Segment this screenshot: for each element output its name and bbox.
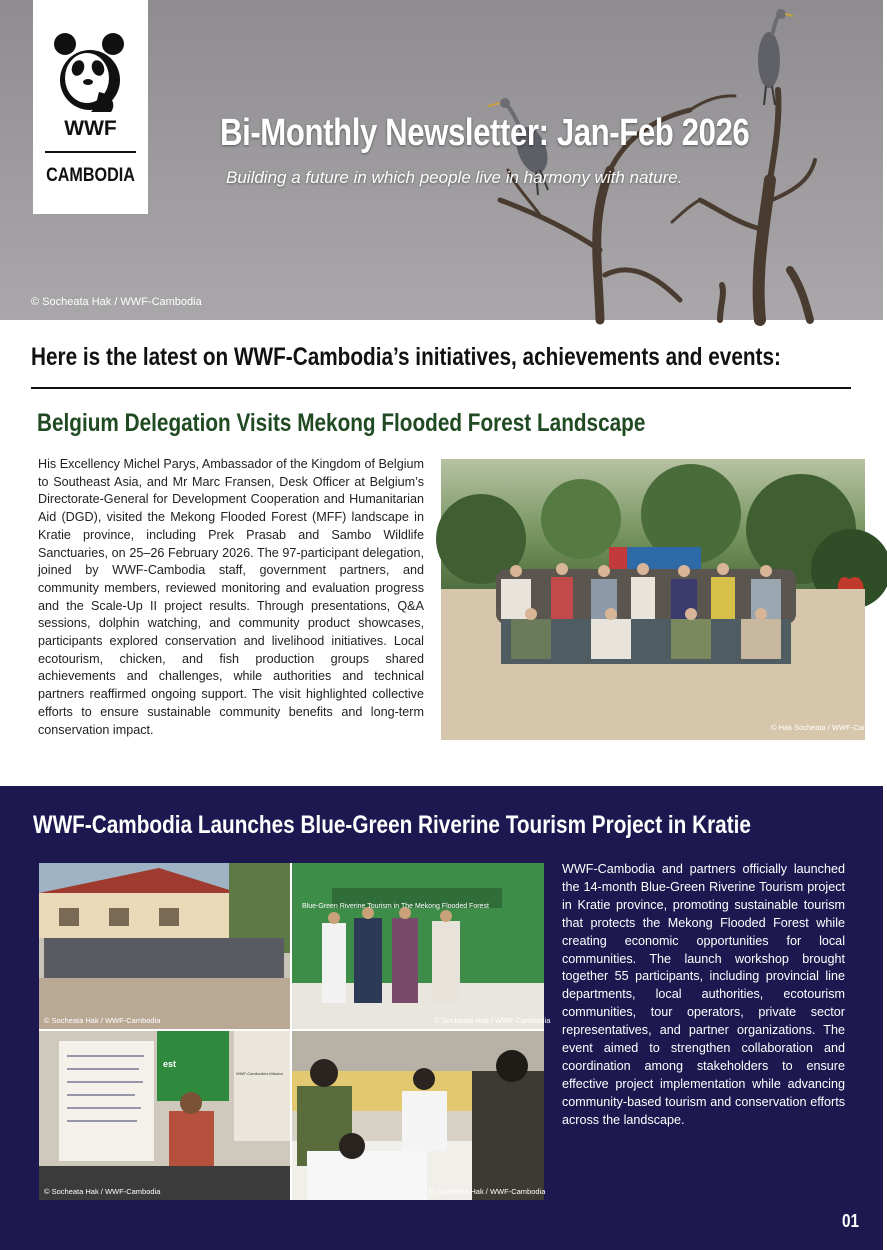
- newsletter-subtitle: Building a future in which people live in harmony with nature.: [226, 168, 683, 187]
- article1-heading: Belgium Delegation Visits Mekong Flooded Forest Landscape: [37, 409, 646, 437]
- header-banner: [0, 0, 883, 320]
- handover-scene: [292, 863, 544, 1029]
- group-photo-scene: [441, 459, 865, 740]
- newsletter-title: Bi-Monthly Newsletter: Jan-Feb 2026: [220, 112, 750, 154]
- presenter-scene: [39, 1031, 290, 1200]
- intro-divider: [31, 387, 851, 389]
- collage-photo-presenter: [39, 1031, 290, 1200]
- delegation-group-photo: [441, 459, 887, 740]
- article2-body: WWF-Cambodia and partners officially launched the 14-month Blue-Green Riverine Tourism project in Kratie province, promoting sustainable tourism that protects the Mekong Flooded Forest while creating economic opportunities for local communities. The launch workshop brought together 55 participants, including provincial line departments, local authorities, ecotourism communities, tour operators, private sector representatives, and partner organizations. The event aimed to strengthen collaboration and coordination among stakeholders to ensure effective project implementation while advancing community-based tourism and conservation efforts across the landscape.: [562, 862, 845, 1127]
- article2-heading: WWF-Cambodia Launches Blue-Green Riverine Tourism Project in Kratie: [33, 811, 751, 839]
- page-number: 01: [842, 1211, 860, 1231]
- collage-poster-text: WWF-Cambodia's Mission: [236, 1071, 283, 1076]
- collage-photo-handover: [292, 863, 551, 1029]
- launch-photo-collage: [39, 863, 551, 1200]
- workshop-scene: [292, 1031, 544, 1200]
- wwf-logo: [33, 0, 148, 214]
- panda-icon: [51, 32, 129, 114]
- building-scene: [39, 863, 290, 1029]
- collage-credit-1: © Socheata Hak / WWF-Cambodia: [44, 1016, 161, 1025]
- logo-country-text: CAMBODIA: [46, 165, 135, 186]
- intro-heading: Here is the latest on WWF-Cambodia’s initiatives, achievements and events:: [31, 343, 781, 371]
- logo-wwf-text: WWF: [64, 117, 117, 140]
- article1-photo-credit: © Hak Socheata / WWF-Cambodia: [771, 723, 887, 732]
- collage-credit-4: © Socheata Hak / WWF-Cambodia: [429, 1187, 546, 1196]
- logo-divider: [45, 151, 136, 153]
- collage-credit-2: © Socheata Hak / WWF-Cambodia: [434, 1016, 551, 1025]
- header-photo-credit: © Socheata Hak / WWF-Cambodia: [31, 296, 202, 308]
- collage-photo-building: [39, 863, 290, 1029]
- collage-photo-workshop: [292, 1031, 544, 1200]
- collage-credit-3: © Socheata Hak / WWF-Cambodia: [44, 1187, 161, 1196]
- collage-banner-text: Blue-Green Riverine Tourism in The Mekong Flooded Forest: [302, 903, 489, 910]
- article1-body: His Excellency Michel Parys, Ambassador of the Kingdom of Belgium to Southeast Asia, and Mr Marc Fransen, Desk Officer at Belgium’s Directorate-General for Development Cooperation and Humanitarian Aid (DGD), visited the Mekong Flooded Forest (MFF) landscape in Kratie province, including Prek Prasab and Sambo Wildlife Sanctuaries, on 25–26 February 2026. The 97-participant delegation, joined by WWF-Cambodia staff, government partners, and community members, reviewed monitoring and evaluation progress and the Scale-Up II project results. Through presentations, Q&A sessions, dolphin watching, and community product showcases, participants explored conservation and livelihood initiatives. Local ecotourism, chicken, and fish production groups shared achievements and challenges, while authorities and technical partners reaffirmed ongoing support. The visit highlighted collective efforts to ensure sustainable community benefits and long-term conservation impact.: [38, 457, 424, 737]
- collage-sign-text: est: [163, 1059, 177, 1069]
